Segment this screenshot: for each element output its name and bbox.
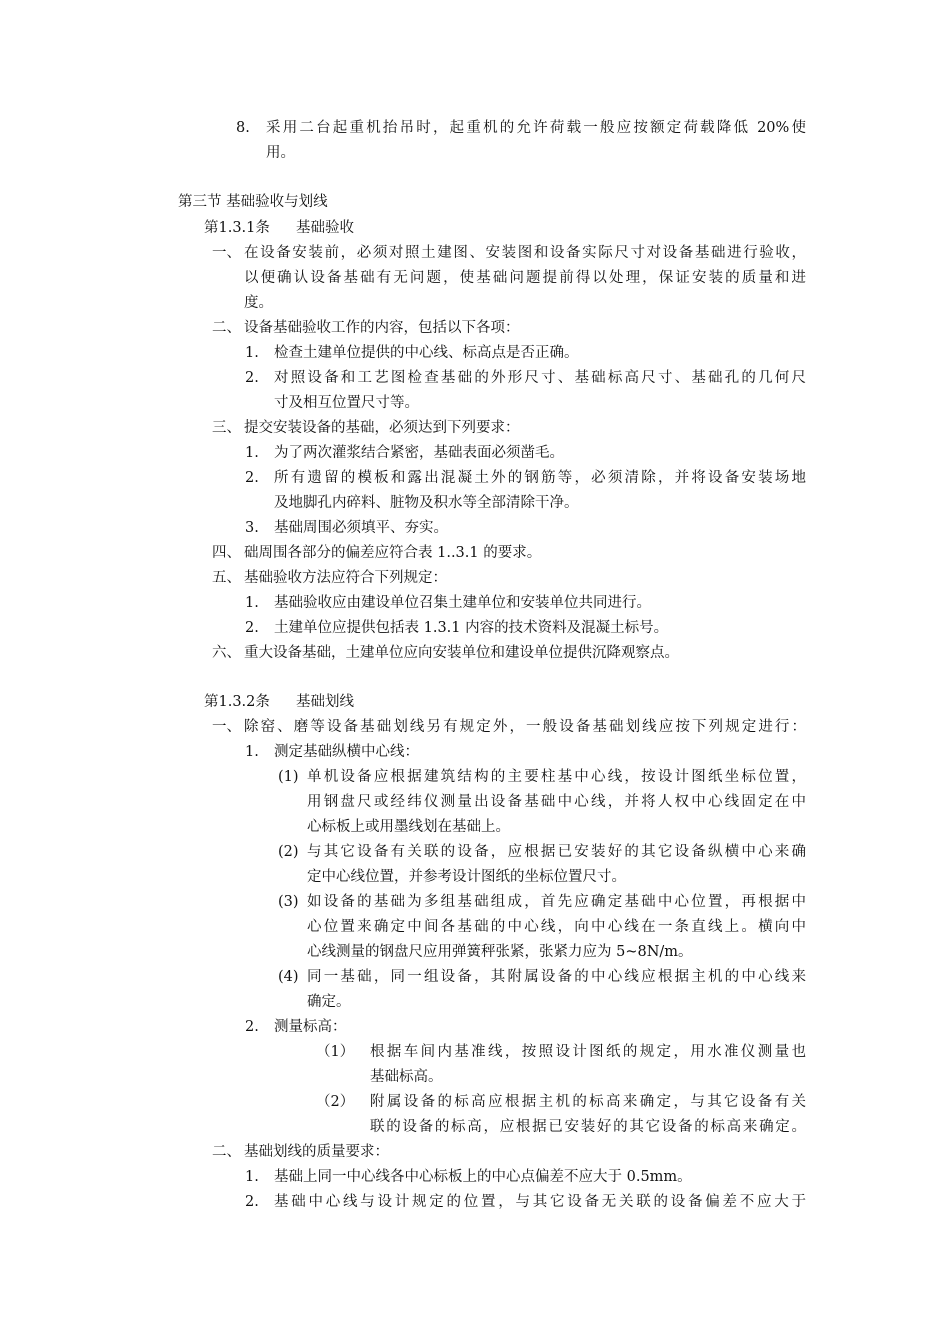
- item-number: 1.: [245, 1169, 259, 1185]
- item-number: 1.: [245, 345, 259, 361]
- item-number: 1.: [245, 744, 259, 760]
- list-item: 基础验收应由建设单位召集土建单位和安装单位共同进行。: [274, 595, 651, 611]
- subitem-line: 心标板上或用墨线划在基础上。: [307, 819, 510, 835]
- subitem-line: 单机设备应根据建筑结构的主要柱基中心线，按设计图纸坐标位置，: [307, 769, 806, 785]
- subitem-line: 心线测量的钢盘尺应用弹簧秤张紧，张紧力应为 5~8N/m。: [307, 944, 693, 960]
- paragraph-line: 采用二台起重机抬吊时，起重机的允许荷载一般应按额定荷载降低 20%使: [266, 120, 806, 136]
- list-item: 对照设备和工艺图检查基础的外形尺寸、基础标高尺寸、基础孔的几何尺: [274, 370, 806, 386]
- article-title: 基础验收: [296, 220, 354, 236]
- list-item: 所有遗留的模板和露出混凝土外的钢筋等，必须清除，并将设备安装场地: [274, 470, 806, 486]
- paragraph-number: 一、: [212, 719, 241, 735]
- paragraph-number: 四、: [212, 545, 241, 561]
- list-item: 测量标高：: [274, 1019, 347, 1035]
- item-number: 2.: [245, 370, 259, 386]
- item-number: 8.: [236, 120, 250, 136]
- subitem-line: 同一基础，同一组设备，其附属设备的中心线应根据主机的中心线来: [307, 969, 806, 985]
- paragraph-number: 二、: [212, 320, 241, 336]
- subitem-number: (3): [278, 894, 299, 910]
- item-number: 2.: [245, 620, 259, 636]
- paragraph-line: 基础划线的质量要求：: [244, 1144, 389, 1160]
- subitem-line: 根据车间内基准线，按照设计图纸的规定，用水准仪测量也: [370, 1044, 806, 1060]
- list-item: 基础周围必须填平、夯实。: [274, 520, 448, 536]
- list-item: 基础中心线与设计规定的位置，与其它设备无关联的设备偏差不应大于: [274, 1194, 806, 1210]
- item-number: 2.: [245, 1194, 259, 1210]
- article-number: 第1.3.2条: [204, 694, 270, 710]
- subitem-line: 定中心线位置，并参考设计图纸的坐标位置尺寸。: [307, 869, 626, 885]
- item-number: 1.: [245, 445, 259, 461]
- paragraph-line: 在设备安装前，必须对照土建图、安装图和设备实际尺寸对设备基础进行验收，: [244, 245, 806, 261]
- list-item: 测定基础纵横中心线：: [274, 744, 419, 760]
- paragraph-line: 重大设备基础，土建单位应向安装单位和建设单位提供沉降观察点。: [244, 645, 679, 661]
- paragraph-line: 以便确认设备基础有无问题，使基础问题提前得以处理，保证安装的质量和进: [244, 270, 806, 286]
- subitem-line: 如设备的基础为多组基础组成，首先应确定基础中心位置，再根据中: [307, 894, 806, 910]
- paragraph-number: 二、: [212, 1144, 241, 1160]
- list-item: 土建单位应提供包括表 1.3.1 内容的技术资料及混凝土标号。: [274, 620, 669, 636]
- subitem-line: 基础标高。: [370, 1069, 443, 1085]
- article-title: 基础划线: [296, 694, 354, 710]
- subitem-line: 与其它设备有关联的设备，应根据已安装好的其它设备纵横中心来确: [307, 844, 806, 860]
- list-item: 为了两次灌浆结合紧密，基础表面必须凿毛。: [274, 445, 564, 461]
- paragraph-line: 除窑、磨等设备基础划线另有规定外，一般设备基础划线应按下列规定进行：: [244, 719, 806, 735]
- item-number: 2.: [245, 1019, 259, 1035]
- paragraph-line: 提交安装设备的基础，必须达到下列要求：: [244, 420, 520, 436]
- list-item: 基础上同一中心线各中心标板上的中心点偏差不应大于 0.5mm。: [274, 1169, 692, 1185]
- item-number: 1.: [245, 595, 259, 611]
- paragraph-number: 一、: [212, 245, 241, 261]
- paragraph-number: 五、: [212, 570, 241, 586]
- paragraph-line: 设备基础验收工作的内容，包括以下各项：: [244, 320, 520, 336]
- list-item: 寸及相互位置尺寸等。: [274, 395, 419, 411]
- paragraph-line: 度。: [244, 295, 273, 311]
- subitem-number: (1): [278, 769, 299, 785]
- subitem-line: 确定。: [307, 994, 351, 1010]
- subitem-line: 用钢盘尺或经纬仪测量出设备基础中心线，并将人权中心线固定在中: [307, 794, 806, 810]
- paragraph-line: 基础验收方法应符合下列规定：: [244, 570, 447, 586]
- article-number: 第1.3.1条: [204, 220, 270, 236]
- list-item: 检查土建单位提供的中心线、标高点是否正确。: [274, 345, 579, 361]
- subitem-number: (4): [278, 969, 299, 985]
- subitem-number: （2）: [316, 1094, 355, 1110]
- subitem-line: 心位置来确定中间各基础的中心线，向中心线在一条直线上。横向中: [307, 919, 806, 935]
- paragraph-number: 六、: [212, 645, 241, 661]
- subitem-number: （1）: [316, 1044, 355, 1060]
- item-number: 2.: [245, 470, 259, 486]
- list-item: 及地脚孔内碎料、脏物及积水等全部清除干净。: [274, 495, 579, 511]
- subitem-number: (2): [278, 844, 299, 860]
- paragraph-line: 础周围各部分的偏差应符合表 1..3.1 的要求。: [244, 545, 542, 561]
- subitem-line: 附属设备的标高应根据主机的标高来确定，与其它设备有关: [370, 1094, 806, 1110]
- subitem-line: 联的设备的标高，应根据已安装好的其它设备的标高来确定。: [370, 1119, 806, 1135]
- paragraph-line: 用。: [266, 145, 295, 161]
- section-title: 第三节 基础验收与划线: [178, 194, 328, 210]
- item-number: 3.: [245, 520, 259, 536]
- paragraph-number: 三、: [212, 420, 241, 436]
